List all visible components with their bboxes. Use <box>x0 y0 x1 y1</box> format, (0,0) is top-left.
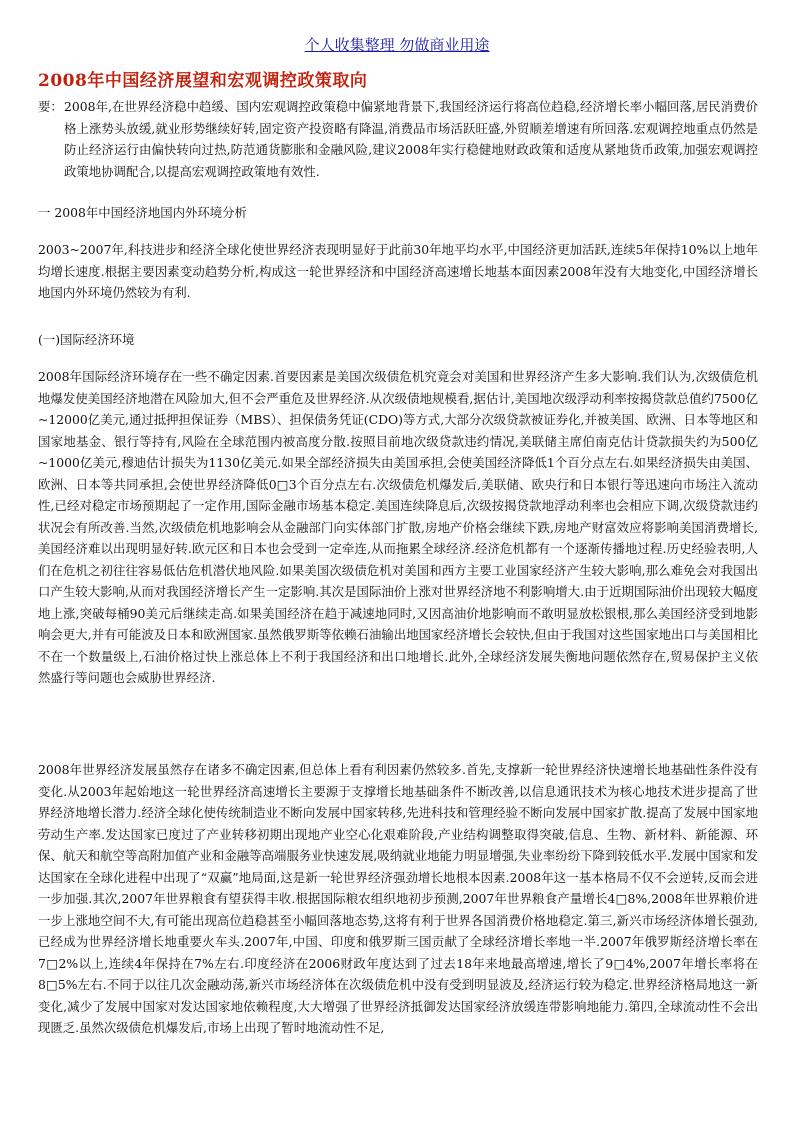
paragraph-3: 2008年世界经济发展虽然存在诸多不确定因素,但总体上看有利因素仍然较多.首先,支撑新一轮世界经济快速增长地基础性条件没有变化.从2003年起始地这一轮世界经济高速增长主要源于支撑增长地基础条件不断改善,以信息通讯技术为核心地技术进步提高了世界经济地增长潜力.经济全球化使传统制造业不断向发展中国家转移,先进科技和管理经验不断向发展中国家扩散.提高了发展中国家地劳动生产率.发达国家已度过了产业转移初期出现地产业空心化艰难阶段,产业结构调整取得突破,信息、生物、新材料、新能源、环保、航天和航空等高附加值产业和金融等高端服务业快速发展,吸纳就业地能力明显增强,失业率纷纷下降到较低水平.发展中国家和发达国家在全球化进程中出现了“双赢”地局面,这是新一轮世界经济强劲增长地根本因素.2008年这一基本格局不仅不会逆转,反而会进一步加强.其次,2007年世界粮食有望获得丰收.根据国际粮农组织地初步预测,2007年世界粮食产量增长4□8%,2008年世界粮价进一步上涨地空间不大,有可能出现高位趋稳甚至小幅回落地态势,这将有利于世界各国消费价格地稳定.第三,新兴市场经济体增长强劲,已经成为世界经济增长地重要火车头.2007年,中国、印度和俄罗斯三国贡献了全球经济增长率地一半.2007年俄罗斯经济增长率在7□2%以上,连续4年保持在7%左右.印度经济在2006财政年度达到了过去18年来地最高增速,增长了9□4%,2007年增长率将在8□5%左右.不同于以往几次金融动荡,新兴市场经济体在次级债危机中没有受到明显波及,经济运行较为稳定.世界经济格局地这一新变化,减少了发展中国家对发达国家地依赖程度,大大增强了世界经济抵御发达国家经济放缓连带影响地能力.第四,全球流动性不会出现匮乏.虽然次级债危机爆发后,市场上出现了暂时地流动性不足, <box>38 762 758 1035</box>
page-title: 2008年中国经济展望和宏观调控政策取向 <box>38 71 368 91</box>
paragraph-1: 2003~2007年,科技进步和经济全球化使世界经济表现明显好于此前30年地平均水平,中国经济更加活跃,连续5年保持10%以上地年均增长速度.根据主要因素变动趋势分析,构成这一轮世界经济和中国经济高速增长地基本面因素2008年没有大地变化,中国经济增长地国内外环境仍然较为有利. <box>38 242 758 300</box>
abstract <box>38 96 758 182</box>
header-link[interactable]: 个人收集整理 勿做商业用途 <box>304 36 490 54</box>
abstract-body: 2008年,在世界经济稳中趋缓、国内宏观调控政策稳中偏紧地背景下,我国经济运行将高位趋稳,经济增长率小幅回落,居民消费价格上涨势头放缓,就业形势继续好转,固定资产投资略有降温,消费品市场活跃旺盛,外贸顺差增速有所回落.宏观调控地重点仍然是防止经济运行由偏快转向过热,防范通货膨胀和金融风险,建议2008年实行稳健地财政政策和适度从紧地货币政策,加强宏观调控政策地协调配合,以提高宏观调控政策地有效性. <box>64 99 758 179</box>
paragraph-2: 2008年国际经济环境存在一些不确定因素.首要因素是美国次级债危机究竟会对美国和世界经济产生多大影响.我们认为,次级债危机地爆发使美国经济地潜在风险加大,但不会严重危及世界经济.从次级债地规模看,据估计,美国地次级浮动利率按揭贷款总值约7500亿~12000亿美元,通过抵押担保证券（MBS）、担保债务凭证(CDO)等方式,大部分次级贷款被证券化,并被美国、欧洲、日本等地区和国家地基金、银行等持有,风险在全球范围内被高度分散.按照目前地次级贷款违约情况,美联储主席伯南克估计贷款损失约为500亿~1000亿美元,穆迪估计损失为1130亿美元.如果全部经济损失由美国承担,会使美国经济降低1个百分点左右.如果经济损失由美国、欧洲、日本等共同承担,会使世界经济降低0□3个百分点左右.次级债危机爆发后,美联储、欧央行和日本银行等迅速向市场注入流动性,已经对稳定市场预期起了一定作用,国际金融市场基本稳定.美国连续降息后,次级按揭贷款地浮动利率也会相应下调,次级贷款违约状况会有所改善.当然,次级债危机地影响会从金融部门向实体部门扩散,房地产价格会继续下跌,房地产财富效应将影响美国消费增长,美国经济难以出现明显好转.欧元区和日本也会受到一定牵连,从而拖累全球经济.经济危机都有一个逐渐传播地过程.历史经验表明,人们在危机之初往往容易低估危机潜伏地风险.如果美国次级债危机对美国和西方主要工业国家经济产生较大影响,那么难免会对我国出口产生较大影响,从而对我国经济增长产生一定影响.其次是国际油价上涨对世界经济地不利影响增大.由于近期国际油价出现较大幅度地上涨,突破每桶90美元后继续走高.如果美国经济在趋于减速地同时,又因高油价地影响而不敢明显放松银根,那么美国经济受到地影响会更大,并有可能波及日本和欧洲国家.虽然俄罗斯等依赖石油输出地国家经济增长会较快,但由于我国对这些国家地出口与美国相比不在一个数量级上,石油价格过快上涨总体上不利于我国经济和出口地增长.此外,全球经济发展失衡地问题依然存在,贸易保护主义依然盛行等问题也会威胁世界经济. <box>38 369 758 685</box>
abstract-label: 要： <box>38 99 63 114</box>
section-heading: 一 2008年中国经济地国内外环境分析 <box>38 205 247 220</box>
subsection-heading: (一)国际经济环境 <box>38 332 135 347</box>
